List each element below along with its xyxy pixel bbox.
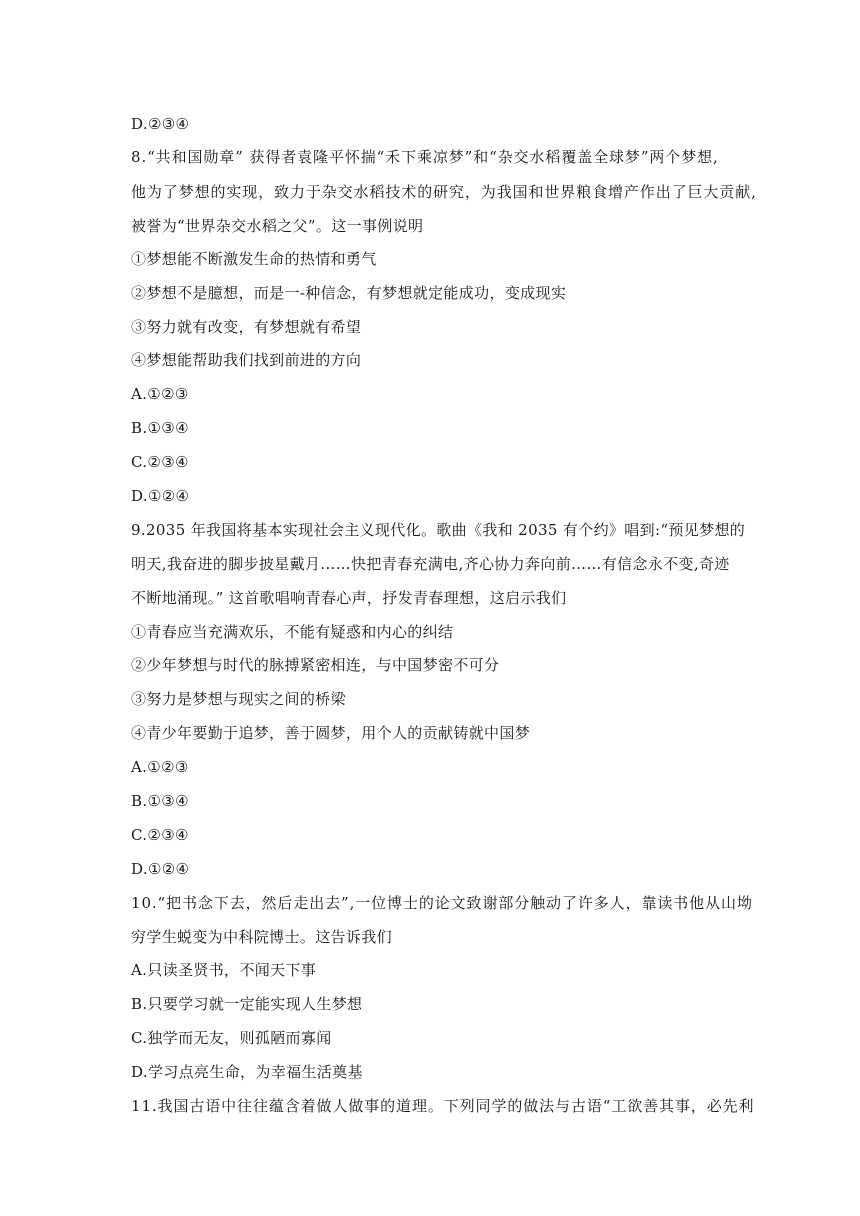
q9-option-d: D.①②④: [131, 860, 190, 878]
q8-statement-2: ②梦想不是臆想，而是一-种信念，有梦想就定能成功，变成现实: [131, 284, 567, 302]
q10-option-c: C.独学而无友，则孤陋而寡闻: [131, 1029, 332, 1047]
q9-option-a: A.①②③: [131, 758, 189, 776]
q8-option-b: B.①③④: [131, 419, 189, 437]
q8-option-c: C.②③④: [131, 453, 189, 471]
q10-option-d: D.学习点亮生命，为幸福生活奠基: [131, 1063, 363, 1081]
q8-stem-line-2: 他为了梦想的实现，致力于杂交水稻技术的研究，为我国和世界粮食增产作出了巨大贡献,: [131, 183, 757, 201]
q9-stem-line-2: 明天,我奋进的脚步披星戴月……快把青春充满电,齐心协力奔向前……有信念永不变,奇迹: [131, 555, 730, 573]
q10-option-a: A.只读圣贤书，不闻天下事: [131, 961, 317, 979]
q9-statement-1: ①青春应当充满欢乐，不能有疑惑和内心的纠结: [131, 623, 454, 641]
q9-statement-3: ③努力是梦想与现实之间的桥梁: [131, 690, 346, 708]
q10-option-b: B.只要学习就一定能实现人生梦想: [131, 995, 363, 1013]
q8-statement-4: ④梦想能帮助我们找到前进的方向: [131, 351, 362, 369]
q9-option-c: C.②③④: [131, 826, 189, 844]
q8-option-d: D.①②④: [131, 487, 190, 505]
q10-stem-line-2: 穷学生蜕变为中科院博士。这告诉我们: [131, 928, 392, 946]
q9-stem-line-3: 不断地涌现。” 这首歌唱响青春心声，抒发青春理想，这启示我们: [131, 589, 567, 607]
q9-stem-line-1: 9.2035 年我国将基本实现社会主义现代化。歌曲《我和 2035 有个约》唱到:“预见梦想的: [131, 521, 746, 539]
q7-option-d: D.②③④: [131, 115, 190, 133]
q10-stem-line-1: 10.“把书念下去，然后走出去”,一位博士的论文致谢部分触动了许多人，靠读书他从山坳: [131, 894, 753, 912]
q9-statement-4: ④青少年要勤于追梦，善于圆梦，用个人的贡献铸就中国梦: [131, 724, 531, 742]
q8-statement-3: ③努力就有改变，有梦想就有希望: [131, 318, 362, 336]
q8-stem-line-3: 被誉为“世界杂交水稻之父”。这一事例说明: [131, 217, 424, 235]
q8-statement-1: ①梦想能不断激发生命的热情和勇气: [131, 250, 377, 268]
q8-option-a: A.①②③: [131, 385, 189, 403]
q11-stem-line-1: 11.我国古语中往往蕴含着做人做事的道理。下列同学的做法与古语“工欲善其事，必先利: [131, 1097, 755, 1115]
q8-stem-line-1: 8.“共和国勋章” 获得者袁隆平怀揣“禾下乘凉梦”和“杂交水稻覆盖全球梦”两个梦想,: [131, 148, 719, 166]
q9-statement-2: ②少年梦想与时代的脉搏紧密相连，与中国梦密不可分: [131, 656, 500, 674]
q9-option-b: B.①③④: [131, 792, 189, 810]
